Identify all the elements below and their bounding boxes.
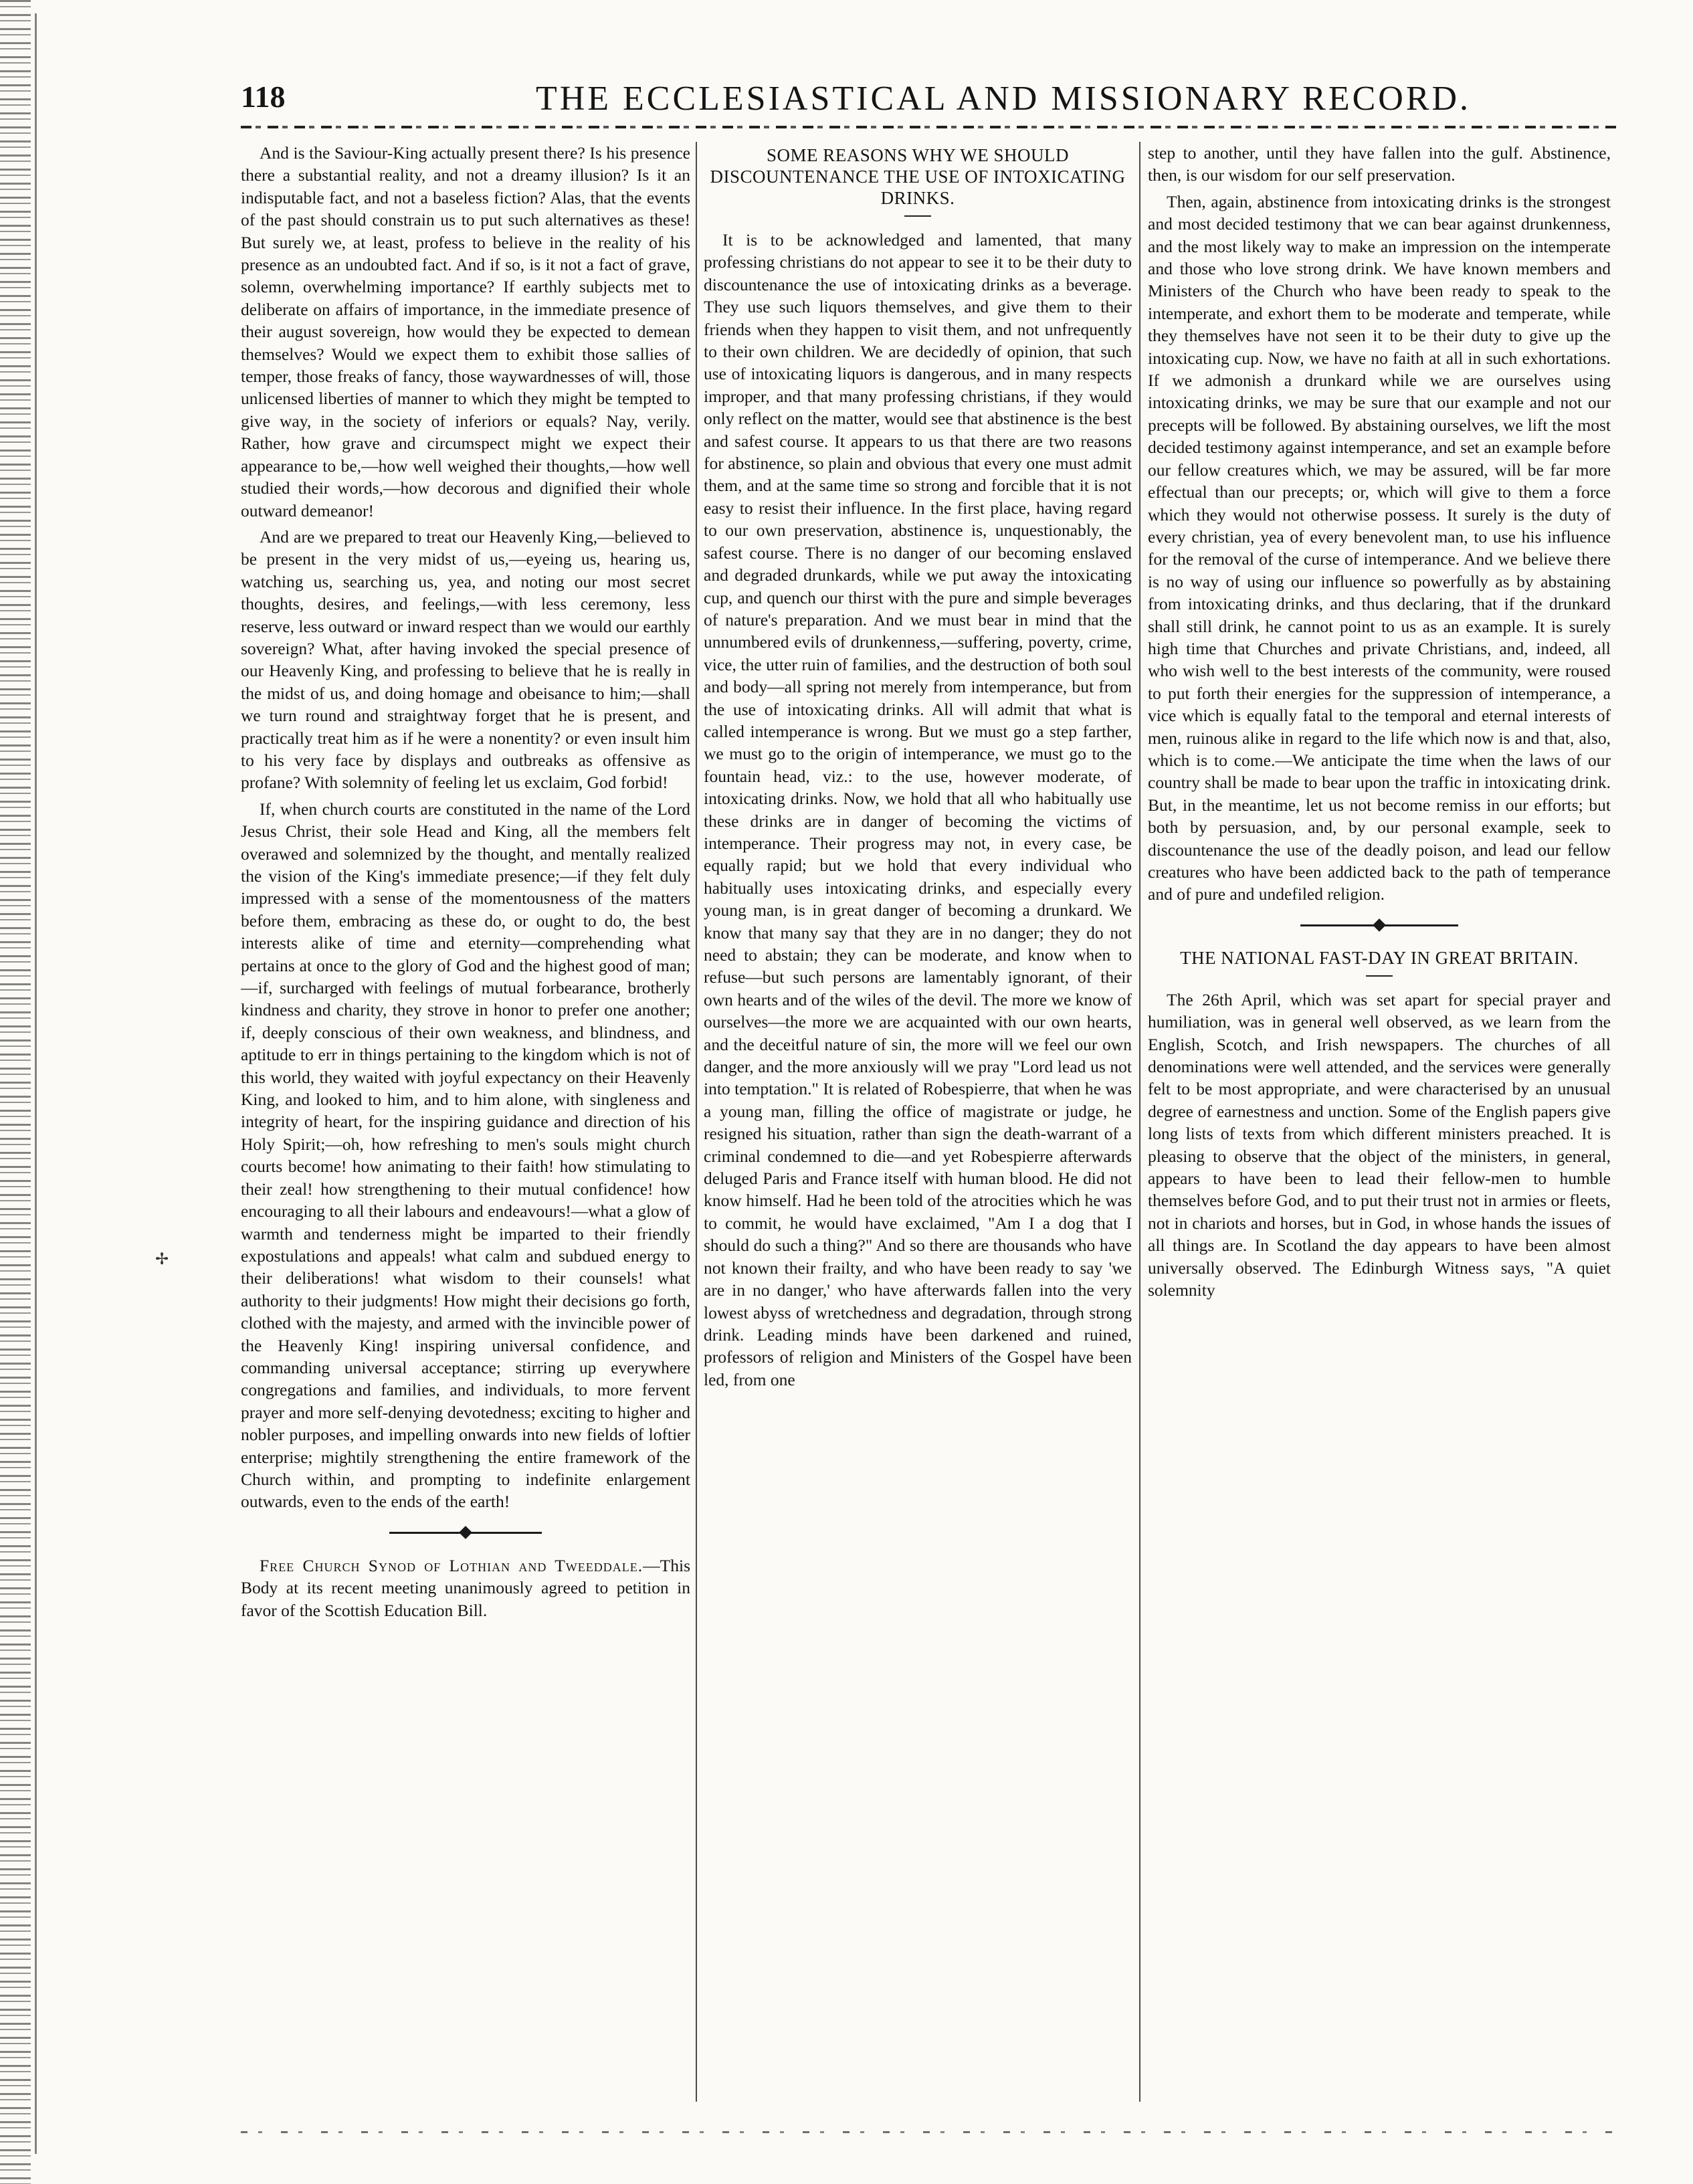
header-rule bbox=[241, 126, 1619, 128]
column-rule bbox=[696, 142, 697, 2102]
divider-diamond bbox=[1373, 918, 1386, 932]
notice-paragraph bbox=[241, 1555, 690, 1621]
column-3 bbox=[1148, 142, 1611, 2122]
paragraph: And are we prepared to treat our Heavenly King,—believed to be present in the very midst of us,—eyeing us, hearing us, watching us, searching us, yea, and noting our most secret thoughts, desires, and feelings,—with less ceremony, less reserve, less outward or inward respect than we would our earthly sovereign? What, after having invoked the special presence of our Heavenly King, and professing to believe that he is really in the midst of us, and doing homage and obeisance to him;—shall we turn round and straightway forget that he is present, and practically treat him as if he were a nonentity? or even insult him to his very face by displays and outbreaks as offensive as profane? With solemnity of feeling let us exclaim, God forbid! bbox=[241, 526, 690, 793]
binding-edge bbox=[0, 0, 31, 2184]
article-heading: SOME REASONS WHY WE SHOULD DISCOUNTENANCE THE USE OF INTOXICATING DRINKS. bbox=[710, 145, 1126, 208]
article-heading: THE NATIONAL FAST-DAY IN GREAT BRITAIN. bbox=[1180, 947, 1579, 968]
paragraph: If, when church courts are constituted in the name of the Lord Jesus Christ, their sole Head and King, all the members felt overawed and solemnized by the thought, and mentally realized the vision of the King's immediate presence;—if they felt duly impressed with a sense of the momentousness of the matters before them, embracing as these do, or ought to do, the best interests alike of time and eternity—comprehending what pertains at once to the glory of God and the highest good of man;—if, surcharged with feelings of mutual forbearance, brotherly kindness and charity, they strove in honor to prefer one another; if, deeply conscious of their own weakness, and blindness, and aptitude to err in things pertaining to the kingdom which is not of this world, they waited with joyful expectancy on their Heavenly King, and looked to him, and to him alone, with singleness and integrity of heart, for the inspiring guidance and direction of his Holy Spirit;—oh, how refreshing to men's souls might church courts become! how animating to their faith! how stimulating to their zeal! how strengthening to their mutual confidence! how encouraging to all their labours and endeavours!—what a glow of warmth and tenderness might be imparted to their friendly expostulations and appeals! what calm and subdued energy to their deliberations! what wisdom to their counsels! what authority to their judgments! How might their decisions go forth, clothed with the majesty, and armed with the invincible power of the Heavenly King! inspiring universal confidence, and commanding universal acceptance; stirring up everywhere congregations and families, and individuals, to more fervent prayer and more self-denying devotedness; exciting to higher and nobler purposes, and impelling onwards into new fields of loftier enterprise; mightily strengthening the entire framework of the Church within, and prompting to indefinite enlargement outwards, even to the ends of the earth! bbox=[241, 799, 690, 1512]
paragraph: step to another, until they have fallen into the gulf. Abstinence, then, is our wisdom for our self preservation. bbox=[1148, 143, 1611, 185]
paragraph: And is the Saviour-King actually present there? Is his presence there a substantial reality, and not a dreamy illusion? Is it an indisputable fact, and not a baseless fiction? Alas, that the events of the past should constrain us to put such alternatives as these! But surely we, at least, profess to believe in the reality of his presence as an undoubted fact. And if so, is it not a fact of grave, solemn, overwhelming importance? If earthly subjects met to deliberate on affairs of importance, in the immediate presence of their august sovereign, how would they be expected to demean themselves? Would we expect them to exhibit those sallies of temper, those freaks of fancy, those waywardnesses of will, those unlicensed liberties of manner to which they might be tempted to give way, in the society of inferiors or equals? Nay, verily. Rather, how grave and circumspect might we expect their appearance to be,—how well weighed their thoughts,—how well studied their words,—how decorous and dignified their whole outward demeanor! bbox=[241, 143, 690, 520]
column-2 bbox=[704, 142, 1132, 2122]
section-divider bbox=[241, 1522, 690, 1543]
notice-body: —This Body at its recent meeting unanimously agreed to petition in favor of the Scottish Education Bill. bbox=[241, 1555, 690, 1620]
stray-ink-mark: ✢ bbox=[155, 1251, 169, 1268]
footer-rule bbox=[241, 2131, 1619, 2133]
notice-title: Free Church Synod of Lothian and Tweeddale. bbox=[260, 1555, 643, 1575]
page-header bbox=[227, 79, 1619, 122]
heading-dash bbox=[904, 215, 931, 217]
paragraph: It is to be acknowledged and lamented, that many professing christians do not appear to see it to be their duty to discountenance the use of intoxicating drinks as a beverage. They use such liquors themselves, and give them to their friends when they happen to visit them, and not unfrequently to their own children. We are decidedly of opinion, that such use of intoxicating liquors is dangerous, and in many respects improper, and that many professing christians, if they would only reflect on the matter, would see that abstinence is the best and safest course. It appears to us that there are two reasons for abstinence, so plain and obvious that every one must admit them, and at the same time so strong and forcible that it is not easy to resist their influence. In the first place, having regard to our own preservation, abstinence is, unquestionably, the safest course. There is no danger of our becoming enslaved and degraded drunkards, while we put away the intoxicating cup, and quench our thirst with the pure and simple beverages of nature's preparation. And we must bear in mind that the unnumbered evils of drunkenness,—suffering, poverty, crime, vice, the utter ruin of families, and the destruction of both soul and body—all spring not merely from intemperance, but from the use of intoxicating drinks. All will admit that what is called intemperance is wrong. But we must go a step farther, we must go to the origin of intemperance, we must go to the fountain head, viz.: to the use, however moderate, of intoxicating drinks. Now, we hold that all who habitually use these drinks are in danger of becoming the victims of intemperance. Their progress may not, in every case, be equally rapid; but we hold that every individual who habitually uses intoxicating drinks, and especially every young man, is in great danger of becoming a drunkard. We know that many say that they are in no danger; they do not need to abstain; they can be moderate, and know when to refuse—but such persons are lamentably ignorant, of their own hearts and of the wiles of the devil. The more we know of ourselves—the more we are acquainted with our own hearts, and the deceitful nature of sin, the more will we feel our own danger, and the more anxiously will we pray "Lord lead us not into temptation." It is related of Robespierre, that when he was a young man, filling the office of magistrate or judge, he resigned his situation, rather than sign the death-warrant of a criminal condemned to die—and yet Robespierre afterwards deluged Paris and France itself with human blood. He did not know himself. Had he been told of the atrocities which he was to commit, he would have exclaimed, "Am I a dog that I should do such a thing?" And so there are thousands who have not known their frailty, and who have been ready to say 'we are in no danger,' who have afterwards fallen into the very lowest abyss of wretchedness and degradation, through strong drink. Leading minds have been darkened and ruined, professors of religion and Ministers of the Gospel have been led, from one bbox=[704, 230, 1132, 1389]
binding-line bbox=[35, 13, 37, 2154]
column-rule bbox=[1139, 142, 1140, 2102]
masthead-title: THE ECCLESIASTICAL AND MISSIONARY RECORD. bbox=[535, 80, 1472, 118]
heading-dash bbox=[1366, 975, 1393, 977]
paragraph: The 26th April, which was set apart for special prayer and humiliation, was in general well observed, as we learn from the English, Scotch, and Irish newspapers. The churches of all denominations were well attended, and the services were generally felt to be most appropriate, and were characterised by an unusual degree of earnestness and unction. Some of the English papers give long lists of texts from which different ministers preached. It is pleasing to observe that the object of the ministers, in general, appears to have been to lead their fellow-men to humble themselves before God, and to put their trust not in armies or fleets, not in chariots and horses, but in God, in whose hands the issues of all things are. In Scotland the day appears to have been almost universally observed. The Edinburgh Witness says, "A quiet solemnity bbox=[1148, 989, 1611, 1300]
page-number: 118 bbox=[241, 80, 286, 114]
paragraph: Then, again, abstinence from intoxicating drinks is the strongest and most decided testimony that we can bear against drunkenness, and the most likely way to make an impression on the intemperate and those who love strong drink. We have known members and Ministers of the Church who have been ready to speak to the intemperate, and exhort them to be moderate and temperate, while they themselves have not seen it to be their duty to give up the intoxicating cup. Now, we have no faith at all in such exhortations. If we admonish a drunkard while we are ourselves using intoxicating drinks, we may be sure that our example and not our precepts will be followed. By abstaining ourselves, we lift the most decided testimony against intemperance, and set an example before our fellow creatures which, we may be assured, will be far more effectual than our precepts; or, which will give to them a force which they would not otherwise possess. It surely is the duty of every christian, yea of every benevolent man, to use his influence for the removal of the curse of intemperance. And we believe there is no way of using our influence so powerfully as by abstaining from intoxicating drinks, and thus declaring, that if the drunkard shall still drink, he cannot point to us as an example. It is surely high time that Churches and private Christians, and, indeed, all who wish well to the best interests of the community, were roused to put forth their energies for the suppression of intemperance, a vice which is equally fatal to the temporal and eternal interests of men, ruinous alike in regard to the life which now is and that, also, which is to come.—We anticipate the time when the laws of our country shall be made to bear upon the traffic in intoxicating drink. But, in the meantime, let us not become remiss in our efforts; but both by persuasion, and, by our personal example, seek to discountenance the use of the deadly poison, and lead our fellow creatures who have been addicted back to the path of temperance and of pure and undefiled religion. bbox=[1148, 191, 1611, 904]
section-divider bbox=[1148, 915, 1611, 935]
column-1 bbox=[241, 142, 690, 2122]
divider-diamond bbox=[459, 1526, 472, 1539]
